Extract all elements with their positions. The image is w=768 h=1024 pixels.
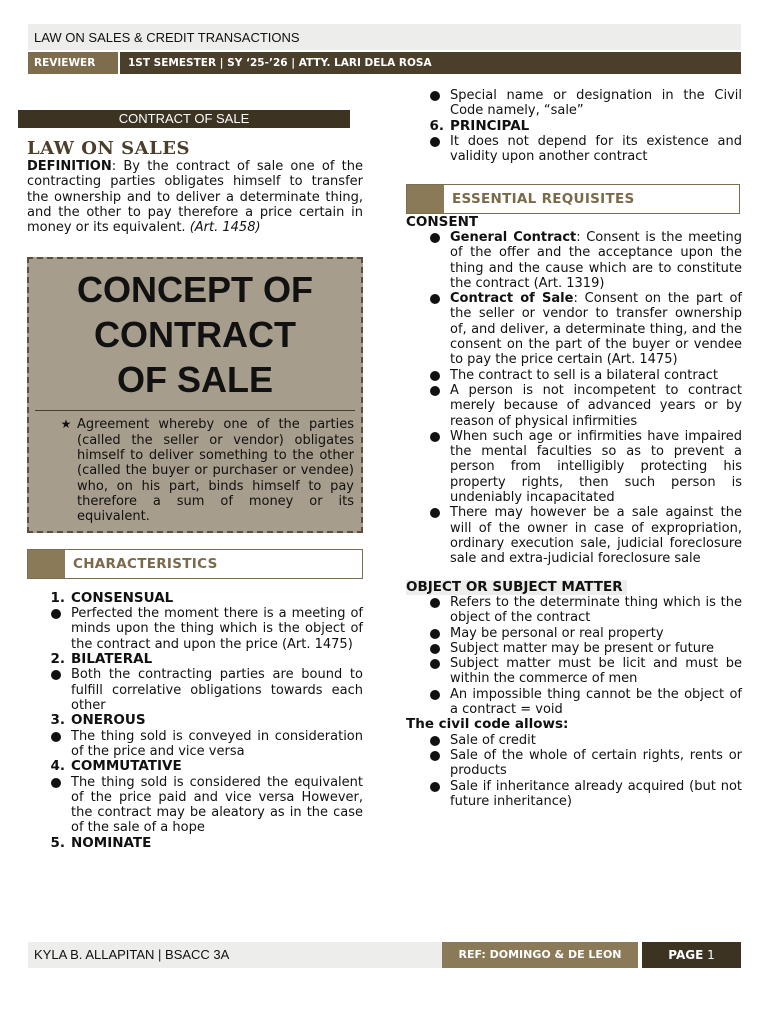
concept-text: Agreement whereby one of the parties (called the seller or vendor) obligates himself to deliver something to the other (called the buyer or purchaser or vendee) who, on his part, binds himself to pay therefore a sum of money or its equivalent. (77, 417, 354, 525)
item-title: NOMINATE (71, 834, 152, 851)
bullet-bold: Contract of Sale (450, 291, 574, 307)
bullet-text: Refers to the determinate thing which is the object of the contract (450, 594, 742, 626)
bullet-text: The contract to sell is a bilateral contract (450, 367, 718, 383)
concept-title-line: OF SALE (116, 359, 273, 401)
object-heading: OBJECT OR SUBJECT MATTER (406, 580, 627, 595)
item-title: COMMUTATIVE (71, 758, 182, 775)
bullet-icon (27, 606, 71, 652)
bullet-icon (406, 88, 450, 119)
bullet-body: : Consent on the part of the seller or vendor to transfer ownership of, and deliver, a determinate thing, and the consent on the part of the buyer or vendee to pay the price certain (Art. 1475) (450, 291, 743, 368)
item-title: PRINCIPAL (450, 117, 530, 134)
bullet-text (450, 291, 742, 367)
bullet-icon (406, 641, 450, 656)
item-number: 4. (50, 758, 65, 775)
nominate-bullets (406, 88, 742, 119)
bullet-icon (406, 368, 450, 383)
bullet-text: May be personal or real property (450, 625, 664, 641)
bullet-icon (406, 656, 450, 687)
section-banner: CONTRACT OF SALE (18, 110, 350, 128)
list-item (406, 641, 742, 656)
list-item (406, 779, 742, 810)
list-item (27, 729, 363, 760)
definition-text: : By the contract of sale one of the contracting parties obligates himself to transfer the ownership and to deliver a determinate thing, and the other to pay therefore a price certain in money or its equivalent. (27, 159, 363, 236)
item-number: 3. (50, 712, 65, 729)
item-number: 5. (50, 834, 65, 851)
bullet-icon (406, 779, 450, 810)
list-item (406, 595, 742, 626)
list-item (406, 88, 742, 119)
characteristics-list (27, 591, 363, 852)
bullet-text: The thing sold is conveyed in consideration of the price and vice versa (71, 728, 363, 759)
bullet-text: Sale of the whole of certain rights, rents or products (450, 748, 742, 779)
bullet-text: It does not depend for its existence and validity upon another contract (450, 134, 742, 165)
bullet-text: An impossible thing cannot be the object of a contract = void (450, 686, 742, 718)
list-item (406, 656, 742, 687)
consent-heading: CONSENT (406, 213, 479, 230)
bullet-text: A person is not incompetent to contract merely because of advanced years or by reason of physical infirmities (450, 382, 742, 429)
bullet-text: Subject matter must be licit and must be within the commerce of men (450, 656, 742, 687)
bullet-bold: General Contract (450, 230, 577, 245)
bullet-text: Sale if inheritance already acquired (but not future inheritance) (450, 778, 742, 809)
reference-label: REF: DOMINGO & DE LEON (442, 942, 642, 968)
list-item (406, 748, 742, 779)
bullet-text (450, 230, 742, 291)
item-title: BILATERAL (71, 650, 153, 667)
concept-box (27, 257, 363, 532)
bullet-text: Special name or designation in the Civil Code namely, “sale” (450, 88, 742, 119)
characteristics-heading (27, 549, 363, 579)
list-item (27, 836, 363, 851)
bullet-body: : Consent is the meeting of the offer and the acceptance upon the thing and the cause which are to constitute the contract (Art. 1319) (450, 230, 742, 291)
right-column (406, 88, 742, 809)
heading-label: ESSENTIAL REQUISITES (452, 190, 635, 207)
list-item (406, 733, 742, 748)
consent-bullets (406, 230, 742, 567)
list-item (27, 713, 363, 759)
bullet-text: Perfected the moment there is a meeting of minds upon the thing which is the object of the contract and upon the price (Art. 1475) (71, 605, 363, 652)
list-item (27, 759, 363, 836)
list-item (27, 591, 363, 652)
list-item (27, 667, 363, 713)
bullet-icon (406, 687, 450, 718)
principal-bullets (406, 134, 742, 165)
heading-label: CHARACTERISTICS (73, 555, 218, 572)
item-title: CONSENSUAL (71, 589, 174, 606)
bullet-text: When such age or infirmities have impaired the mental faculties so as to prevent a person from intelligibly protecting his property rights, then such person is undeniably incapacitated (450, 428, 742, 506)
definition-paragraph (27, 159, 363, 235)
document-title: LAW ON SALES & CREDIT TRANSACTIONS (28, 24, 741, 50)
list-item (406, 687, 742, 718)
concept-title (35, 267, 355, 402)
bullet-icon (406, 230, 450, 291)
civil-code-heading: The civil code allows: (406, 716, 569, 733)
bullet-icon (406, 748, 450, 779)
civil-code-bullets (406, 733, 742, 809)
concept-list (35, 417, 355, 524)
bullet-icon (27, 729, 71, 760)
list-item (406, 134, 742, 165)
list-item (406, 291, 742, 367)
bullet-text: There may however be a sale against the will of the owner in case of expropriation, ordinary execution sale, judicial foreclosure sale and extra-judicial foreclosure sale (450, 505, 742, 567)
page-label: PAGE (668, 948, 704, 962)
bullet-icon (406, 505, 450, 566)
bullet-icon (406, 429, 450, 505)
heading-swatch (28, 550, 65, 578)
item-title: ONEROUS (71, 712, 146, 729)
list-item (406, 368, 742, 383)
bullet-icon (406, 595, 450, 626)
bullet-icon (27, 667, 71, 713)
concept-title-line: CONTRACT (94, 314, 296, 356)
item-number: 1. (50, 589, 65, 606)
concept-divider (35, 410, 355, 411)
bullet-text: Both the contracting parties are bound to fulfill correlative obligations towards each other (71, 667, 363, 713)
semester-info: 1ST SEMESTER | SY ‘25-’26 | ATTY. LARI DELA ROSA (128, 57, 432, 69)
list-item (406, 383, 742, 429)
concept-title-line: CONCEPT OF (76, 269, 313, 311)
essential-requisites-heading (406, 184, 740, 214)
bullet-icon (406, 134, 450, 165)
list-item (27, 775, 363, 836)
footer (28, 942, 741, 968)
star-icon: ★ (60, 417, 72, 432)
bullet-icon (406, 383, 450, 429)
list-item (27, 606, 363, 652)
header-bar (28, 52, 741, 74)
definition-label: DEFINITION (27, 159, 112, 174)
list-item (406, 429, 742, 505)
object-bullets (406, 595, 742, 717)
heading-swatch (407, 185, 444, 213)
law-title: LAW ON SALES (27, 138, 190, 159)
left-column (27, 110, 363, 851)
bullet-icon (406, 733, 450, 748)
item-number: 2. (50, 650, 65, 667)
item-number: 6. (429, 117, 444, 134)
page-indicator (642, 942, 741, 968)
definition-cite: (Art. 1458) (189, 220, 261, 236)
list-item (27, 652, 363, 713)
bullet-text: Subject matter may be present or future (450, 640, 715, 656)
bullet-icon (27, 775, 71, 836)
list-item (406, 626, 742, 641)
bullet-text: The thing sold is considered the equivalent of the price paid and vice versa However, the contract may be aleatory as in the case of the sale of a hope (71, 774, 363, 836)
page-number: 1 (707, 948, 715, 962)
bullet-text: Sale of credit (450, 732, 536, 748)
reviewer-label: REVIEWER (28, 52, 120, 74)
list-item (406, 119, 742, 134)
list-item (406, 505, 742, 566)
bullet-icon (406, 291, 450, 367)
list-item (406, 230, 742, 291)
list-item (35, 417, 355, 524)
bullet-icon (406, 626, 450, 641)
author-name: KYLA B. ALLAPITAN | BSACC 3A (28, 942, 442, 968)
